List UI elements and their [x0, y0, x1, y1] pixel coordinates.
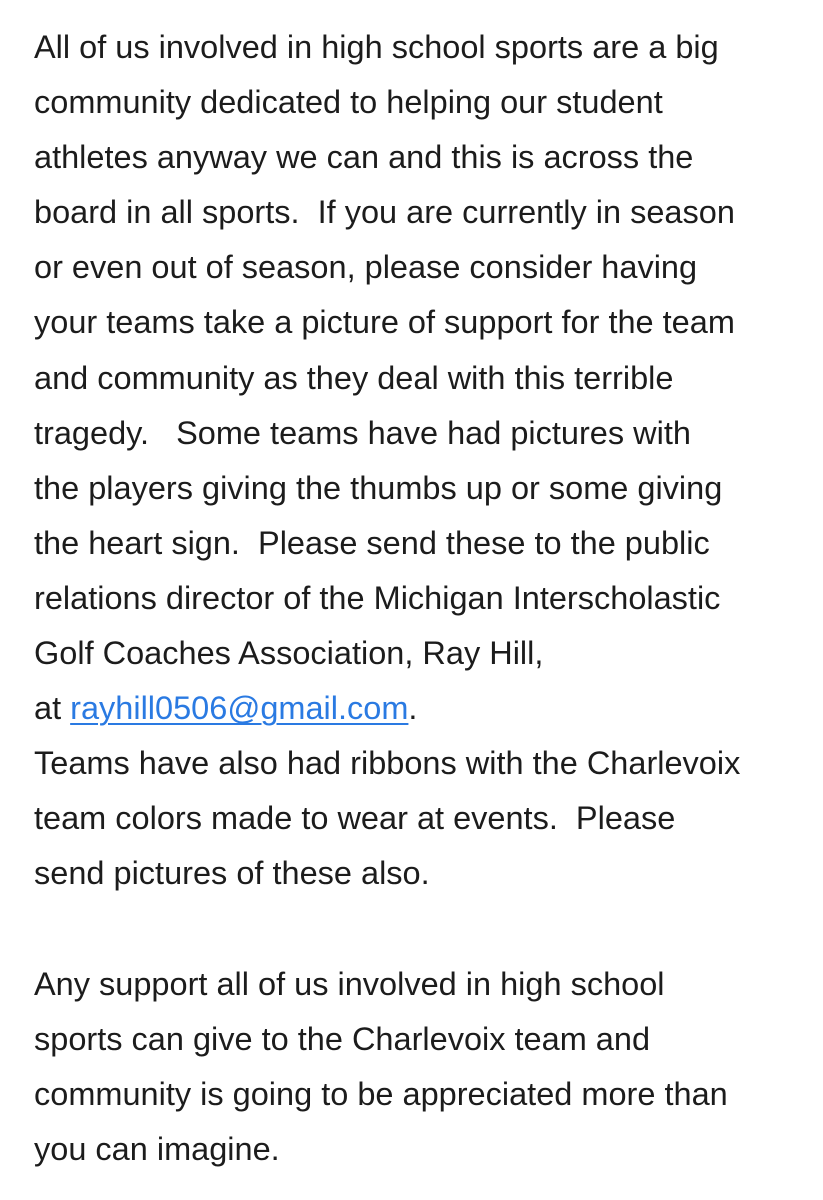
- text-line: team colors made to wear at events. Please: [34, 800, 676, 837]
- email-link[interactable]: rayhill0506@gmail.com: [70, 690, 409, 727]
- text-line: athletes anyway we can and this is across the: [34, 139, 694, 176]
- text-line: the heart sign. Please send these to the public: [34, 524, 710, 561]
- text-line: and community as they deal with this terrible: [34, 359, 674, 396]
- text-line: send pictures of these also.: [34, 855, 430, 892]
- text-line: board in all sports. If you are currently in season: [34, 194, 735, 231]
- email-suffix: .: [408, 690, 418, 727]
- text-line: Teams have also had ribbons with the Charlevoix: [34, 745, 741, 782]
- document-body: [34, 20, 814, 1177]
- paragraph-3: [34, 957, 814, 1177]
- text-line: Any support all of us involved in high school: [34, 965, 665, 1002]
- text-line: you can imagine.: [34, 1130, 280, 1167]
- text-line: All of us involved in high school sports are a big: [34, 29, 719, 65]
- text-line: or even out of season, please consider having: [34, 249, 698, 286]
- email-prefix: at: [34, 690, 71, 727]
- text-line: sports can give to the Charlevoix team and: [34, 1020, 651, 1057]
- text-line: Golf Coaches Association, Ray Hill,: [34, 635, 544, 672]
- email-line: [34, 681, 814, 736]
- text-line: your teams take a picture of support for the team: [34, 304, 735, 341]
- text-line: the players giving the thumbs up or some giving: [34, 469, 723, 506]
- paragraph-2: [34, 736, 814, 901]
- text-line: tragedy. Some teams have had pictures with: [34, 414, 691, 451]
- text-line: community dedicated to helping our student: [34, 84, 663, 121]
- text-line: community is going to be appreciated more than: [34, 1075, 728, 1112]
- paragraph-1: [34, 20, 814, 736]
- text-line: relations director of the Michigan Interscholastic: [34, 579, 721, 616]
- paragraph-spacer: [34, 902, 814, 957]
